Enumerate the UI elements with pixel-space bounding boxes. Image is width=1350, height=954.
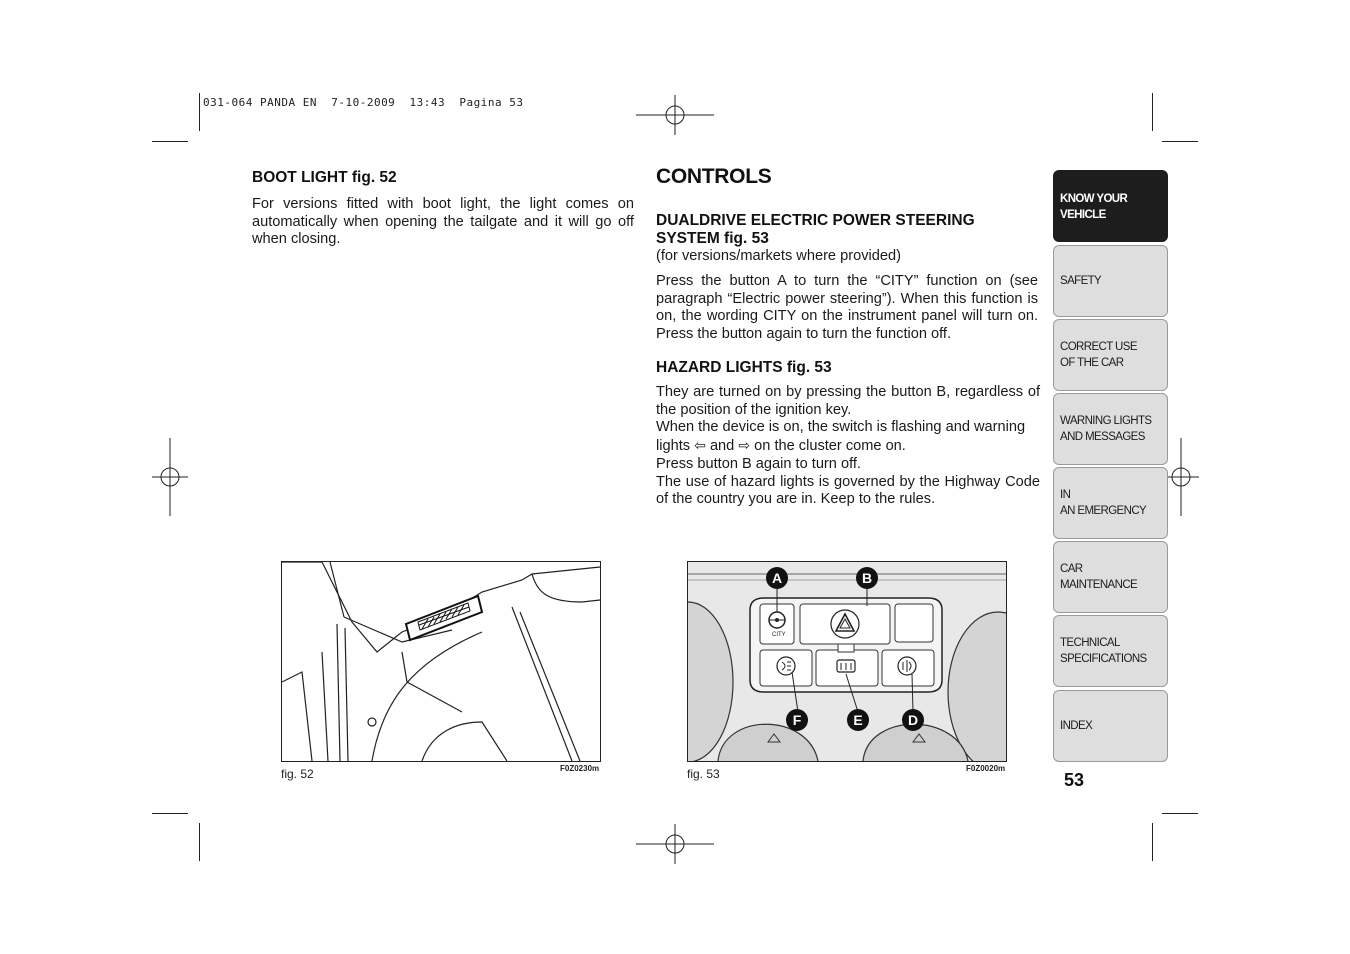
fig-53-illustration xyxy=(687,561,1007,762)
dualdrive-heading: DUALDRIVE ELECTRIC POWER STEERING SYSTEM fig. 53 xyxy=(656,212,975,247)
tab-technical-specifications[interactable]: TECHNICAL SPECIFICATIONS xyxy=(1053,615,1168,687)
hazard-line-3: Press button B again to turn off. xyxy=(656,455,861,472)
right-turn-arrow-icon: ⇨ xyxy=(738,437,751,454)
left-turn-arrow-icon: ⇦ xyxy=(694,437,706,454)
print-slug: 031-064 PANDA EN 7-10-2009 13:43 Pagina 53 xyxy=(203,96,524,109)
hazard-text xyxy=(656,384,1040,509)
crop-mark xyxy=(199,93,200,131)
boot-light-paragraph: For versions fitted with boot light, the light comes on automatically when opening the tailgate and it will go off when closing. xyxy=(252,196,634,248)
fig-53-code: F0Z0020m xyxy=(966,764,1006,773)
crop-mark xyxy=(199,823,200,861)
registration-mark xyxy=(152,438,188,516)
callout-a: A xyxy=(766,567,788,589)
tab-index[interactable]: INDEX xyxy=(1053,690,1168,762)
hazard-line-2a: When the device is on, the switch is flashing and warning lights xyxy=(656,419,1026,455)
crop-mark xyxy=(1162,141,1198,142)
hazard-heading: HAZARD LIGHTS fig. 53 xyxy=(656,359,832,376)
tab-car-maintenance[interactable]: CAR MAINTENANCE xyxy=(1053,541,1168,613)
dualdrive-note: (for versions/markets where provided) xyxy=(656,248,901,264)
callout-e: E xyxy=(847,709,869,731)
city-label: CITY xyxy=(772,632,786,638)
tab-warning-lights[interactable]: WARNING LIGHTS AND MESSAGES xyxy=(1053,393,1168,465)
boot-light-text xyxy=(252,196,634,249)
hazard-line-2c: on the cluster come on. xyxy=(754,438,906,455)
hazard-line-2b: and xyxy=(709,438,735,455)
callout-b: B xyxy=(856,567,878,589)
boot-light-heading: BOOT LIGHT fig. 52 xyxy=(252,169,397,186)
dualdrive-text: Press the button A to turn the “CITY” function on (see paragraph “Electric power steering”). When this function is on, the wording CITY on the instrument panel will turn on. Press the button again to turn the function off. xyxy=(656,273,1038,343)
fig-53-caption: fig. 53 xyxy=(687,767,720,781)
tab-in-an-emergency[interactable]: IN AN EMERGENCY xyxy=(1053,467,1168,539)
tab-know-your-vehicle[interactable]: KNOW YOUR VEHICLE xyxy=(1053,170,1168,242)
tab-correct-use[interactable]: CORRECT USE OF THE CAR xyxy=(1053,319,1168,391)
crop-mark xyxy=(1162,813,1198,814)
dashboard-controls-drawing xyxy=(688,562,1006,761)
boot-interior-drawing xyxy=(282,562,600,761)
callout-d: D xyxy=(902,709,924,731)
boot-light-lamp-icon xyxy=(406,596,482,640)
crop-mark xyxy=(152,141,188,142)
page-number: 53 xyxy=(1064,770,1085,790)
registration-mark xyxy=(636,824,714,864)
crop-mark xyxy=(1152,93,1153,131)
crop-mark xyxy=(152,813,188,814)
hazard-line-1: They are turned on by pressing the button B, regardless of the position of the ignition key. xyxy=(656,384,1040,418)
fig-52-code: F0Z0230m xyxy=(560,764,600,773)
fig-52-illustration xyxy=(281,561,601,762)
registration-mark xyxy=(1163,438,1199,516)
callout-f: F xyxy=(786,709,808,731)
controls-title: CONTROLS xyxy=(656,165,772,188)
hazard-line-4: The use of hazard lights is governed by the Highway Code of the country you are in. Keep to the rules. xyxy=(656,473,1040,508)
tab-safety[interactable]: SAFETY xyxy=(1053,245,1168,317)
registration-mark xyxy=(636,95,714,135)
crop-mark xyxy=(1152,823,1153,861)
fig-52-caption: fig. 52 xyxy=(281,767,314,781)
hazard-line-2 xyxy=(656,419,1040,455)
